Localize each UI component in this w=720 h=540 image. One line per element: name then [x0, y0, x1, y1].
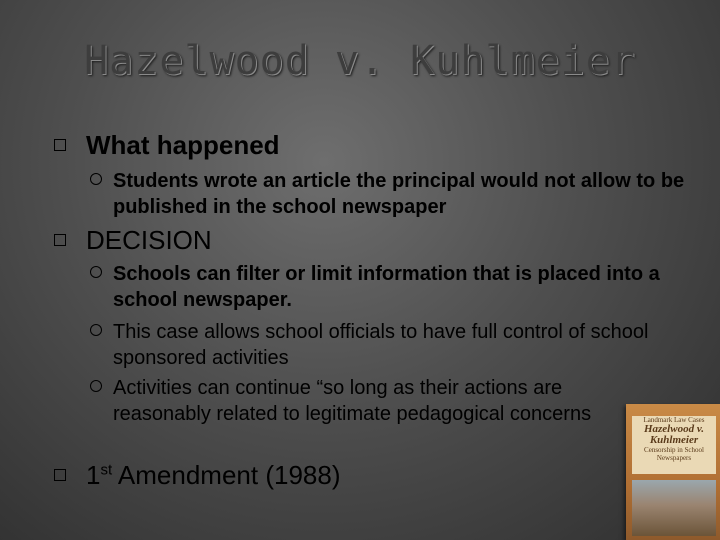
sub-bullet-schools	[90, 261, 690, 313]
book-cover-image	[626, 404, 720, 540]
sub-bullet-officials	[90, 319, 690, 371]
sub-bullet-activities	[90, 375, 660, 427]
slide-title: Hazelwood v. Kuhlmeier	[84, 38, 636, 84]
checkbox-bullet-icon	[54, 139, 66, 151]
checkbox-bullet-icon	[54, 469, 66, 481]
bullet-label: What happened	[86, 130, 280, 160]
bullet-amendment	[54, 460, 341, 491]
circle-bullet-icon	[90, 173, 102, 185]
circle-bullet-icon	[90, 380, 102, 392]
sub-bullet-label: Activities can continue “so long as their actions are reasonably related to legitimate pedagogical concerns	[113, 377, 592, 425]
book-cover-photo	[632, 480, 716, 536]
checkbox-bullet-icon	[54, 234, 66, 246]
bullet-label: 1st Amendment (1988)	[86, 460, 341, 490]
bullet-decision	[54, 225, 212, 256]
sub-bullet-label: Schools can filter or limit information that is placed into a school newspaper.	[113, 263, 660, 311]
bullet-label: DECISION	[86, 225, 212, 255]
sub-bullet-label: Students wrote an article the principal would not allow to be published in the school newspaper	[113, 170, 685, 218]
sub-bullet-students	[90, 168, 690, 220]
book-cover-band: Landmark Law Cases Hazelwood v. Kuhlmeier Censorship in School Newspapers	[632, 416, 716, 474]
sub-bullet-label: This case allows school officials to have full control of school sponsored activities	[113, 321, 649, 369]
circle-bullet-icon	[90, 324, 102, 336]
bullet-what-happened	[54, 130, 280, 161]
circle-bullet-icon	[90, 266, 102, 278]
